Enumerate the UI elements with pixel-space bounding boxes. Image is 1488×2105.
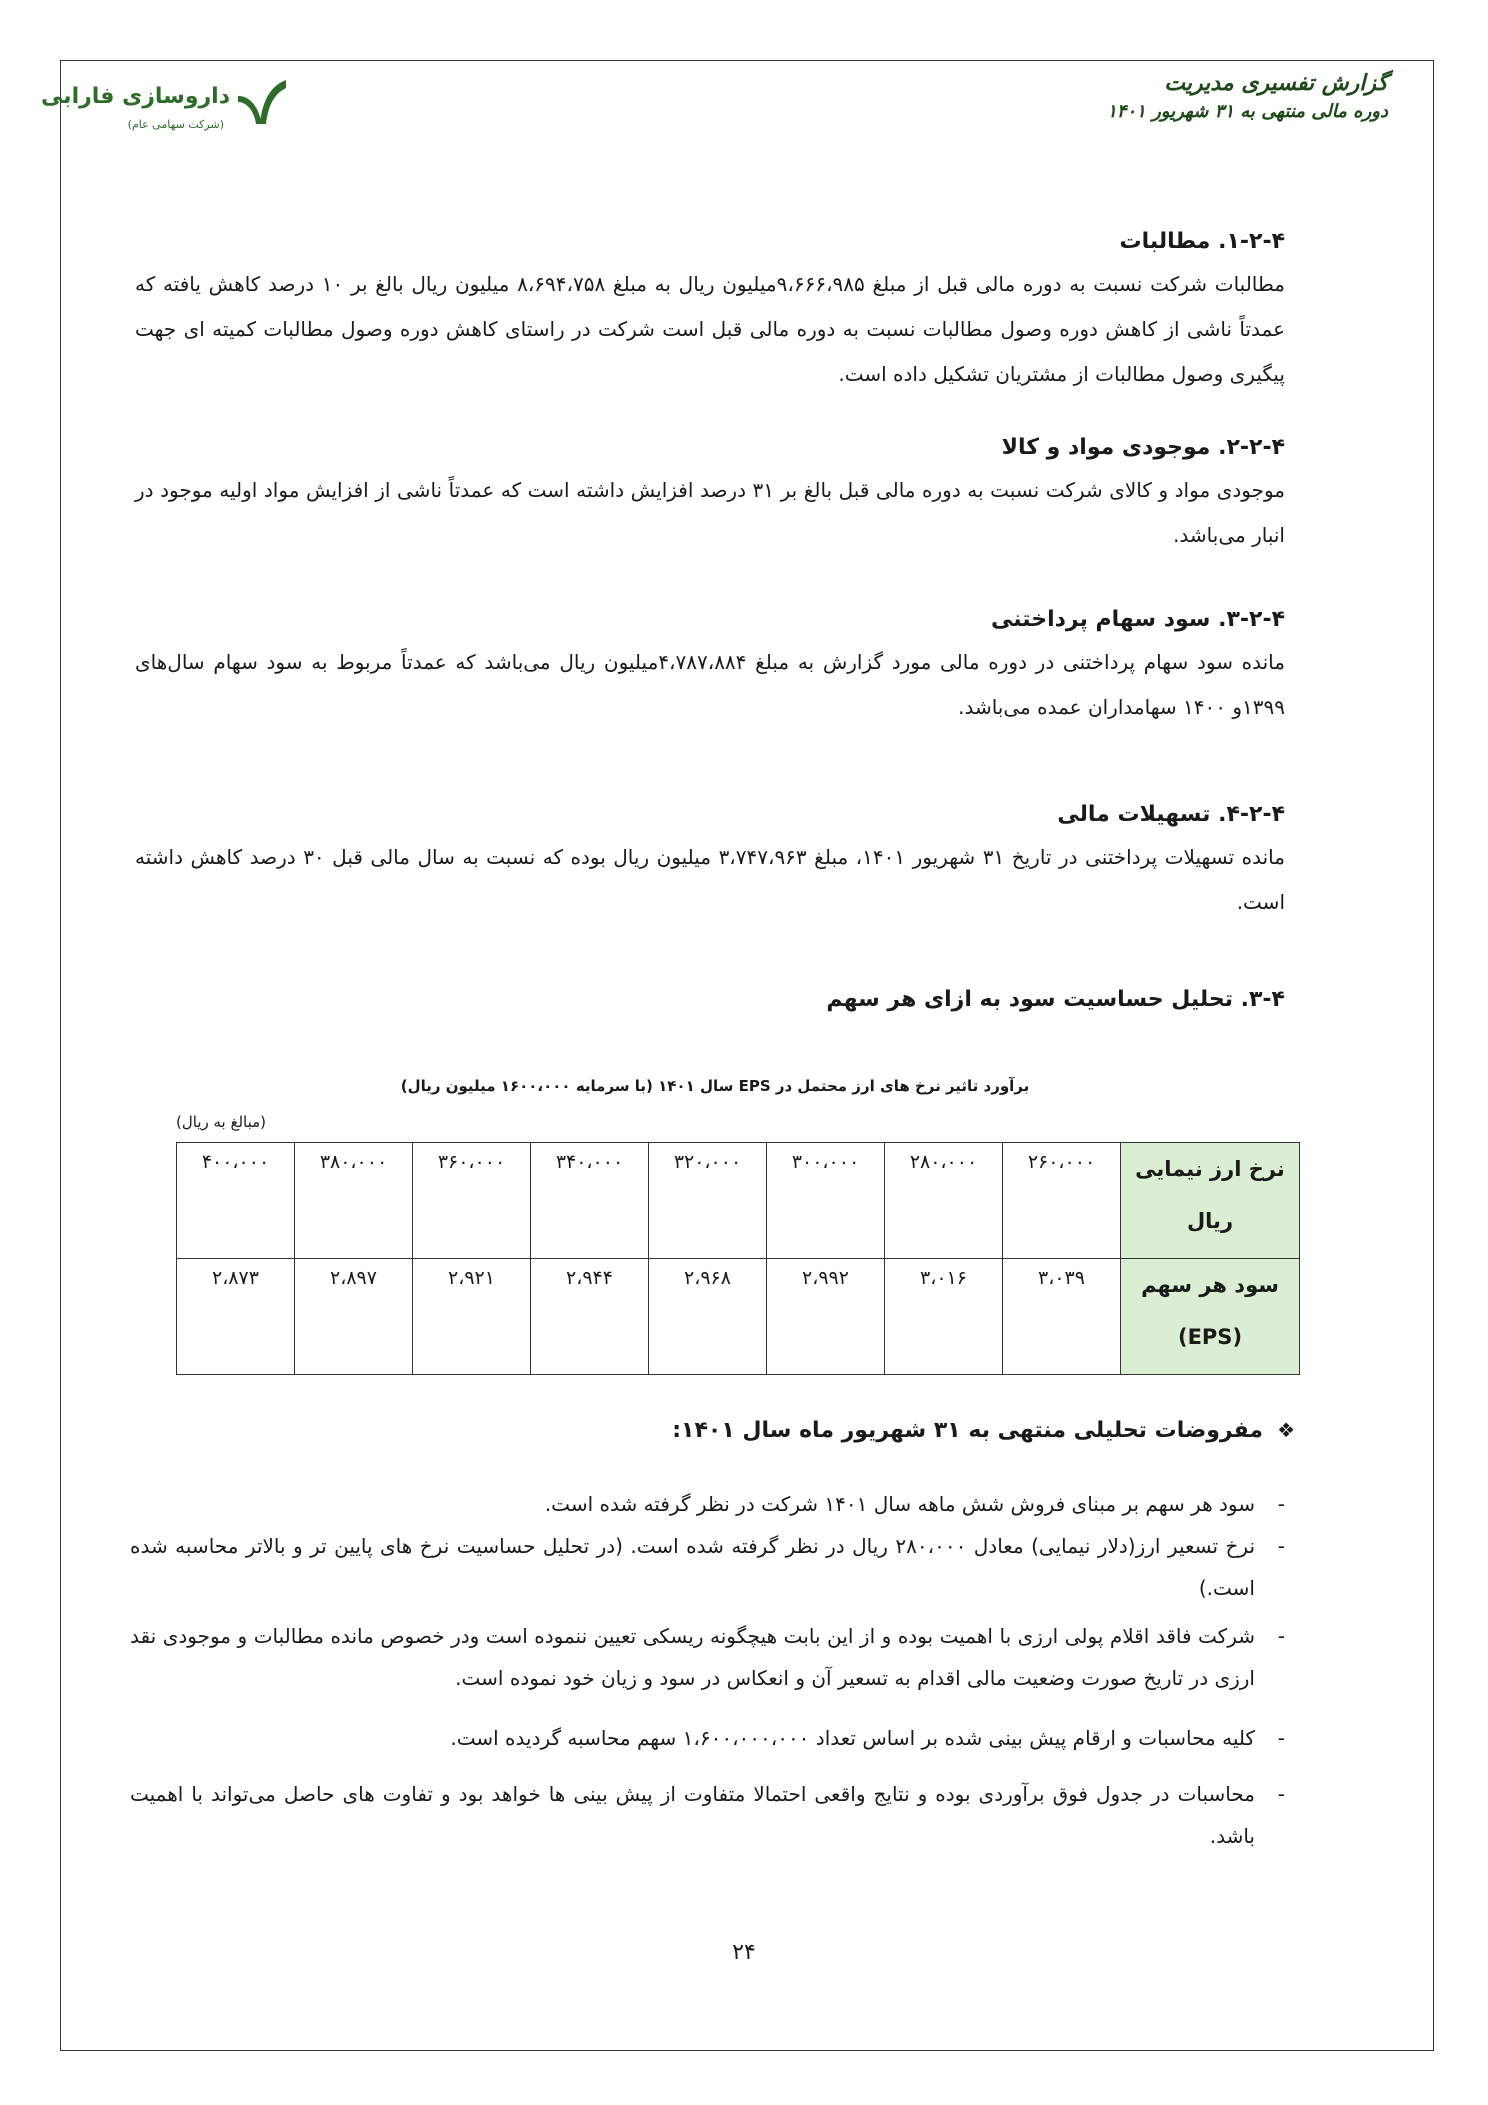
rate-cell: ۲۸۰،۰۰۰ <box>885 1143 1003 1259</box>
rate-cell: ۳۸۰،۰۰۰ <box>295 1143 413 1259</box>
eps-cell: ۳،۰۱۶ <box>885 1259 1003 1375</box>
eps-cell: ۲،۹۹۲ <box>767 1259 885 1375</box>
row-header-line: سود هر سهم <box>1141 1273 1279 1297</box>
list-item: - محاسبات در جدول فوق برآوردی بوده و نتایج واقعی احتمالا متفاوت از پیش بینی ها خواهد بود و تفاوت های حاصل می‌تواند با اهمیت باشد. <box>130 1773 1285 1857</box>
section-heading: ۲-۲-۴. موجودی مواد و کالا <box>1001 435 1285 460</box>
eps-cell: ۲،۹۴۴ <box>531 1259 649 1375</box>
assumptions-title <box>135 1418 1295 1443</box>
row-header-line: (EPS) <box>1177 1325 1243 1349</box>
section-heading: ۳-۴. تحلیل حساسیت سود به ازای هر سهم <box>826 987 1285 1012</box>
section-heading: ۳-۲-۴. سود سهام پرداختنی <box>991 607 1285 632</box>
report-period: دوره مالی منتهی به ۳۱ شهریور ۱۴۰۱ <box>1107 101 1388 122</box>
row-header-eps <box>1121 1259 1300 1375</box>
diamond-bullet-icon: ❖ <box>1277 1418 1295 1442</box>
eps-cell: ۲،۹۶۸ <box>649 1259 767 1375</box>
section-sensitivity <box>135 980 1285 1020</box>
report-header <box>1107 68 1388 126</box>
eps-cell: ۲،۹۲۱ <box>413 1259 531 1375</box>
eps-cell: ۳،۰۳۹ <box>1003 1259 1121 1375</box>
rate-cell: ۲۶۰،۰۰۰ <box>1003 1143 1121 1259</box>
report-title: گزارش تفسیری مدیریت <box>1164 70 1388 96</box>
leaf-logo-icon <box>230 72 290 132</box>
company-type: (شرکت سهامی عام) <box>127 118 224 131</box>
list-item: - شرکت فاقد اقلام پولی ارزی با اهمیت بوده و از این بابت هیچگونه ریسکی تعیین ننموده است ودر خصوص مانده مطالبات و موجودی نقد ارزی در تاریخ صورت وضعیت مالی اقدام به تسعیر آن و انعکاس در سود و زیان خود نموده است. <box>130 1615 1285 1699</box>
section-financial-facilities <box>135 795 1285 925</box>
section-heading: ۱-۲-۴. مطالبات <box>1119 229 1285 254</box>
list-item: - سود هر سهم بر مبنای فروش شش ماهه سال ۱۴۰۱ شرکت در نظر گرفته شده است. <box>130 1483 1285 1525</box>
eps-cell: ۲،۸۷۳ <box>177 1259 295 1375</box>
table-caption: برآورد تاثیر نرخ های ارز محتمل در EPS سال ۱۴۰۱ (با سرمایه ۱۶۰۰،۰۰۰ میلیون ریال) <box>400 1077 1030 1095</box>
company-name: داروسازی فارابی <box>41 84 230 109</box>
section-body: مطالبات شرکت نسبت به دوره مالی قبل از مبلغ ۹،۶۶۶،۹۸۵میلیون ریال به مبلغ ۸،۶۹۴،۷۵۸ میلیون ریال بالغ بر ۱۰ درصد کاهش یافته که عمدتاً ناشی از کاهش دوره وصول مطالبات نسبت به دوره مالی قبل است شرکت در راستای کاهش دوره وصول مطالبات کمیته ای جهت پیگیری وصول مطالبات از مشتریان تشکیل داده است. <box>135 272 1286 386</box>
table-unit: (مبالغ به ریال) <box>176 1113 267 1131</box>
company-logo <box>41 72 290 152</box>
section-dividends-payable <box>135 600 1285 730</box>
row-header-line: نرخ ارز نیمایی <box>1135 1157 1285 1181</box>
list-item: - کلیه محاسبات و ارقام پیش بینی شده بر اساس تعداد ۱،۶۰۰،۰۰۰،۰۰۰ سهم محاسبه گردیده است. <box>130 1717 1285 1759</box>
section-body: موجودی مواد و کالای شرکت نسبت به دوره مالی قبل بالغ بر ۳۱ درصد افزایش داشته است که عمدتاً ناشی از افزایش مواد اولیه موجود در انبار می‌باشد. <box>135 478 1285 547</box>
page-number: ۲۴ <box>732 1940 756 1965</box>
assumptions-list <box>130 1483 1285 1857</box>
section-body: مانده سود سهام پرداختنی در دوره مالی مورد گزارش به مبلغ ۴،۷۸۷،۸۸۴میلیون ریال می‌باشد که عمدتاً مربوط به سود سهام سال‌های ۱۳۹۹و ۱۴۰۰ سهامداران عمده می‌باشد. <box>135 650 1285 719</box>
list-item: - نرخ تسعیر ارز(دلار نیمایی) معادل ۲۸۰،۰۰۰ ریال در نظر گرفته شده است. (در تحلیل حساسیت نرخ های پایین تر و بالاتر محاسبه شده است.) <box>130 1525 1285 1609</box>
assumptions-title-text: مفروضات تحلیلی منتهی به ۳۱ شهریور ماه سال ۱۴۰۱: <box>672 1418 1264 1443</box>
eps-cell: ۲،۸۹۷ <box>295 1259 413 1375</box>
table-row-eps <box>177 1259 1300 1375</box>
rate-cell: ۴۰۰،۰۰۰ <box>177 1143 295 1259</box>
section-receivables <box>135 222 1285 397</box>
section-body: مانده تسهیلات پرداختنی در تاریخ ۳۱ شهریور ۱۴۰۱، مبلغ ۳،۷۴۷،۹۶۳ میلیون ریال بوده که نسبت به سال مالی قبل ۳۰ درصد کاهش داشته است. <box>135 845 1285 914</box>
rate-cell: ۳۶۰،۰۰۰ <box>413 1143 531 1259</box>
table-row-rates <box>177 1143 1300 1259</box>
row-header-rate <box>1121 1143 1300 1259</box>
rate-cell: ۳۰۰،۰۰۰ <box>767 1143 885 1259</box>
rate-cell: ۳۲۰،۰۰۰ <box>649 1143 767 1259</box>
eps-sensitivity-table <box>176 1142 1300 1375</box>
section-heading: ۴-۲-۴. تسهیلات مالی <box>1057 802 1285 827</box>
rate-cell: ۳۴۰،۰۰۰ <box>531 1143 649 1259</box>
row-header-line: ریال <box>1186 1209 1234 1233</box>
section-inventory <box>135 428 1285 558</box>
